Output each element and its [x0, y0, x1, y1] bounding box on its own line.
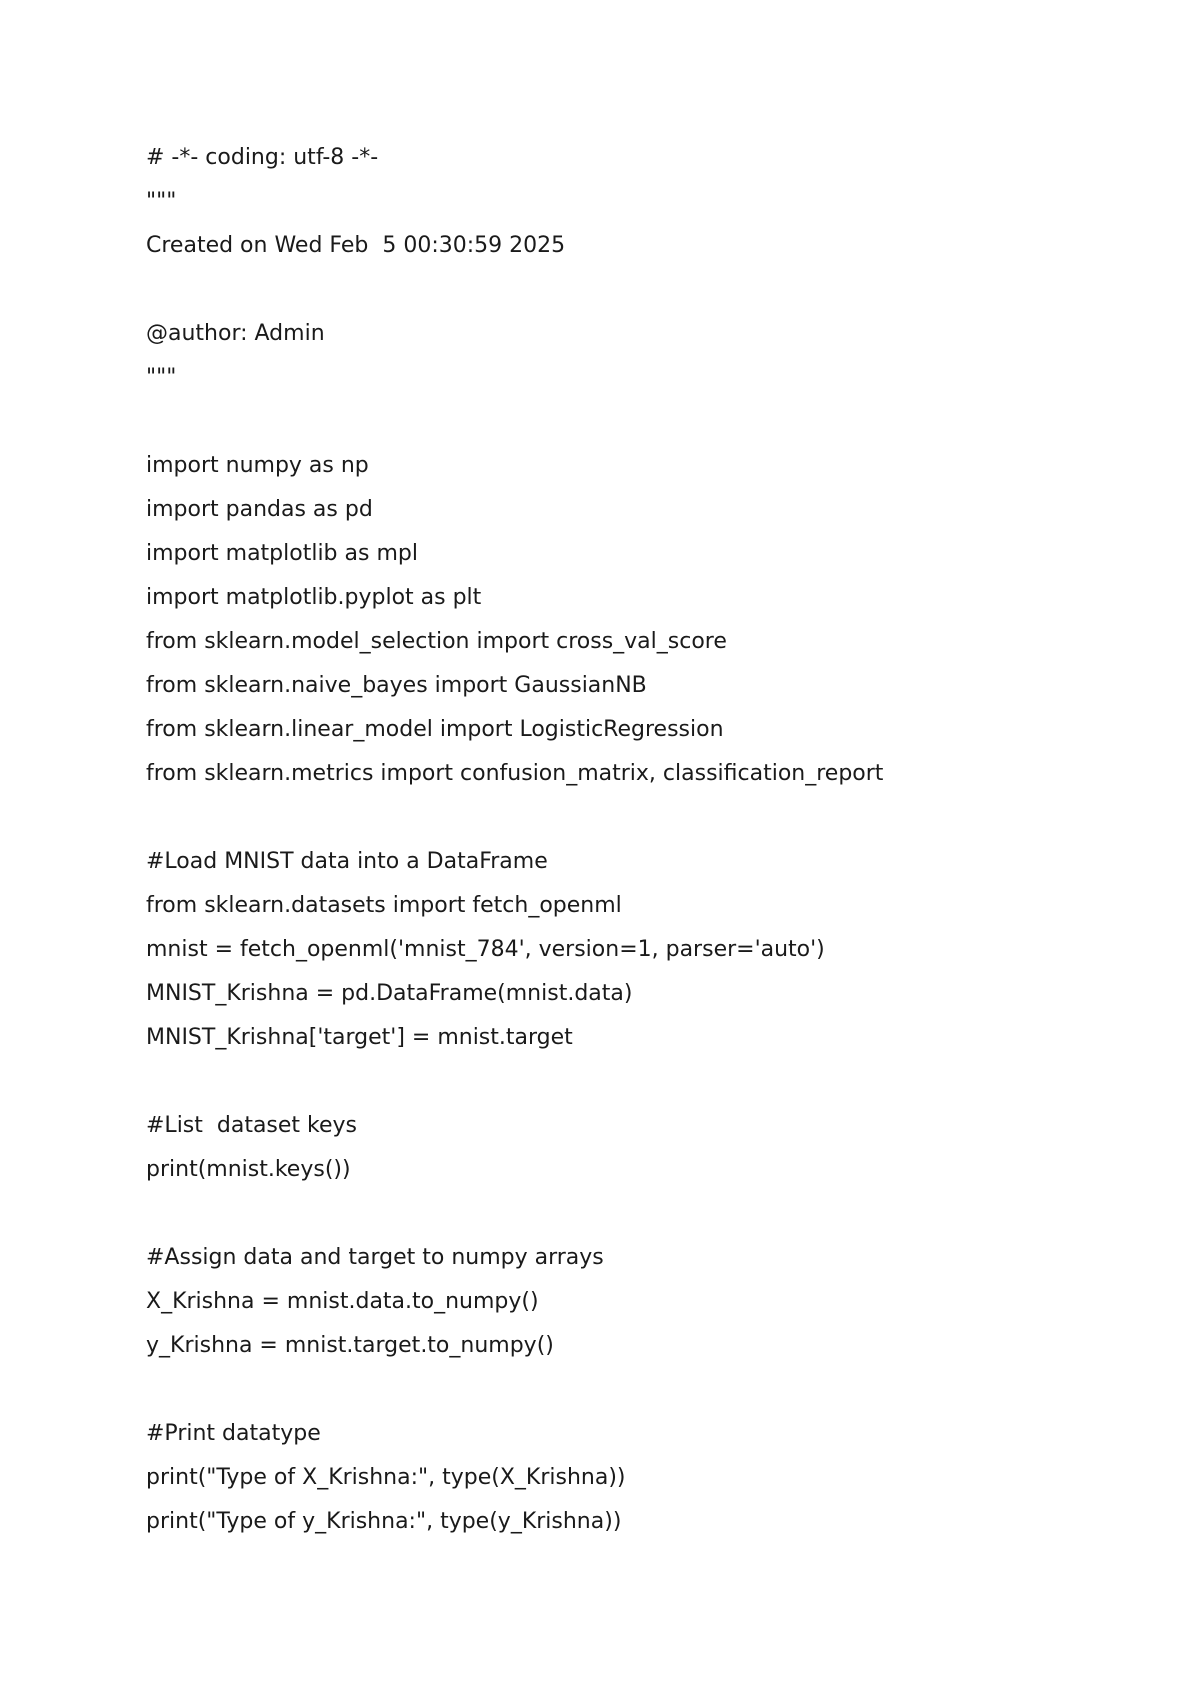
code-line: import numpy as np — [146, 453, 369, 478]
code-line: from sklearn.metrics import confusion_matrix, classification_report — [146, 761, 884, 786]
code-comment: #Load MNIST data into a DataFrame — [146, 849, 548, 874]
code-line: from sklearn.datasets import fetch_openml — [146, 893, 622, 918]
blank-line — [146, 1373, 1146, 1417]
code-line: print("Type of y_Krishna:", type(y_Krishna)) — [146, 1509, 622, 1534]
blank-line — [146, 1065, 1146, 1109]
blank-line — [146, 1197, 1146, 1241]
code-comment: #List dataset keys — [146, 1113, 358, 1138]
blank-line — [146, 273, 1146, 317]
code-line: print("Type of X_Krishna:", type(X_Krishna)) — [146, 1465, 626, 1490]
code-line: Created on Wed Feb 5 00:30:59 2025 — [146, 233, 566, 258]
code-line: y_Krishna = mnist.target.to_numpy() — [146, 1333, 554, 1358]
code-line: print(mnist.keys()) — [146, 1157, 351, 1182]
code-line: from sklearn.naive_bayes import GaussianNB — [146, 673, 647, 698]
code-line: X_Krishna = mnist.data.to_numpy() — [146, 1289, 539, 1314]
code-comment: #Print datatype — [146, 1421, 321, 1446]
code-line: """ — [146, 189, 177, 214]
code-line: from sklearn.model_selection import cross_val_score — [146, 629, 727, 654]
code-line: @author: Admin — [146, 321, 325, 346]
code-line: MNIST_Krishna['target'] = mnist.target — [146, 1025, 573, 1050]
code-line: import matplotlib as mpl — [146, 541, 418, 566]
code-line: import pandas as pd — [146, 497, 373, 522]
code-comment: #Assign data and target to numpy arrays — [146, 1245, 604, 1270]
code-line: from sklearn.linear_model import LogisticRegression — [146, 717, 724, 742]
code-line: mnist = fetch_openml('mnist_784', version=1, parser='auto') — [146, 937, 825, 962]
blank-line — [146, 801, 1146, 845]
code-line: """ — [146, 365, 177, 390]
code-line: MNIST_Krishna = pd.DataFrame(mnist.data) — [146, 981, 633, 1006]
code-line: # -*- coding: utf-8 -*- — [146, 145, 379, 170]
code-block — [146, 141, 1146, 1549]
blank-line — [146, 405, 1146, 449]
code-line: import matplotlib.pyplot as plt — [146, 585, 482, 610]
